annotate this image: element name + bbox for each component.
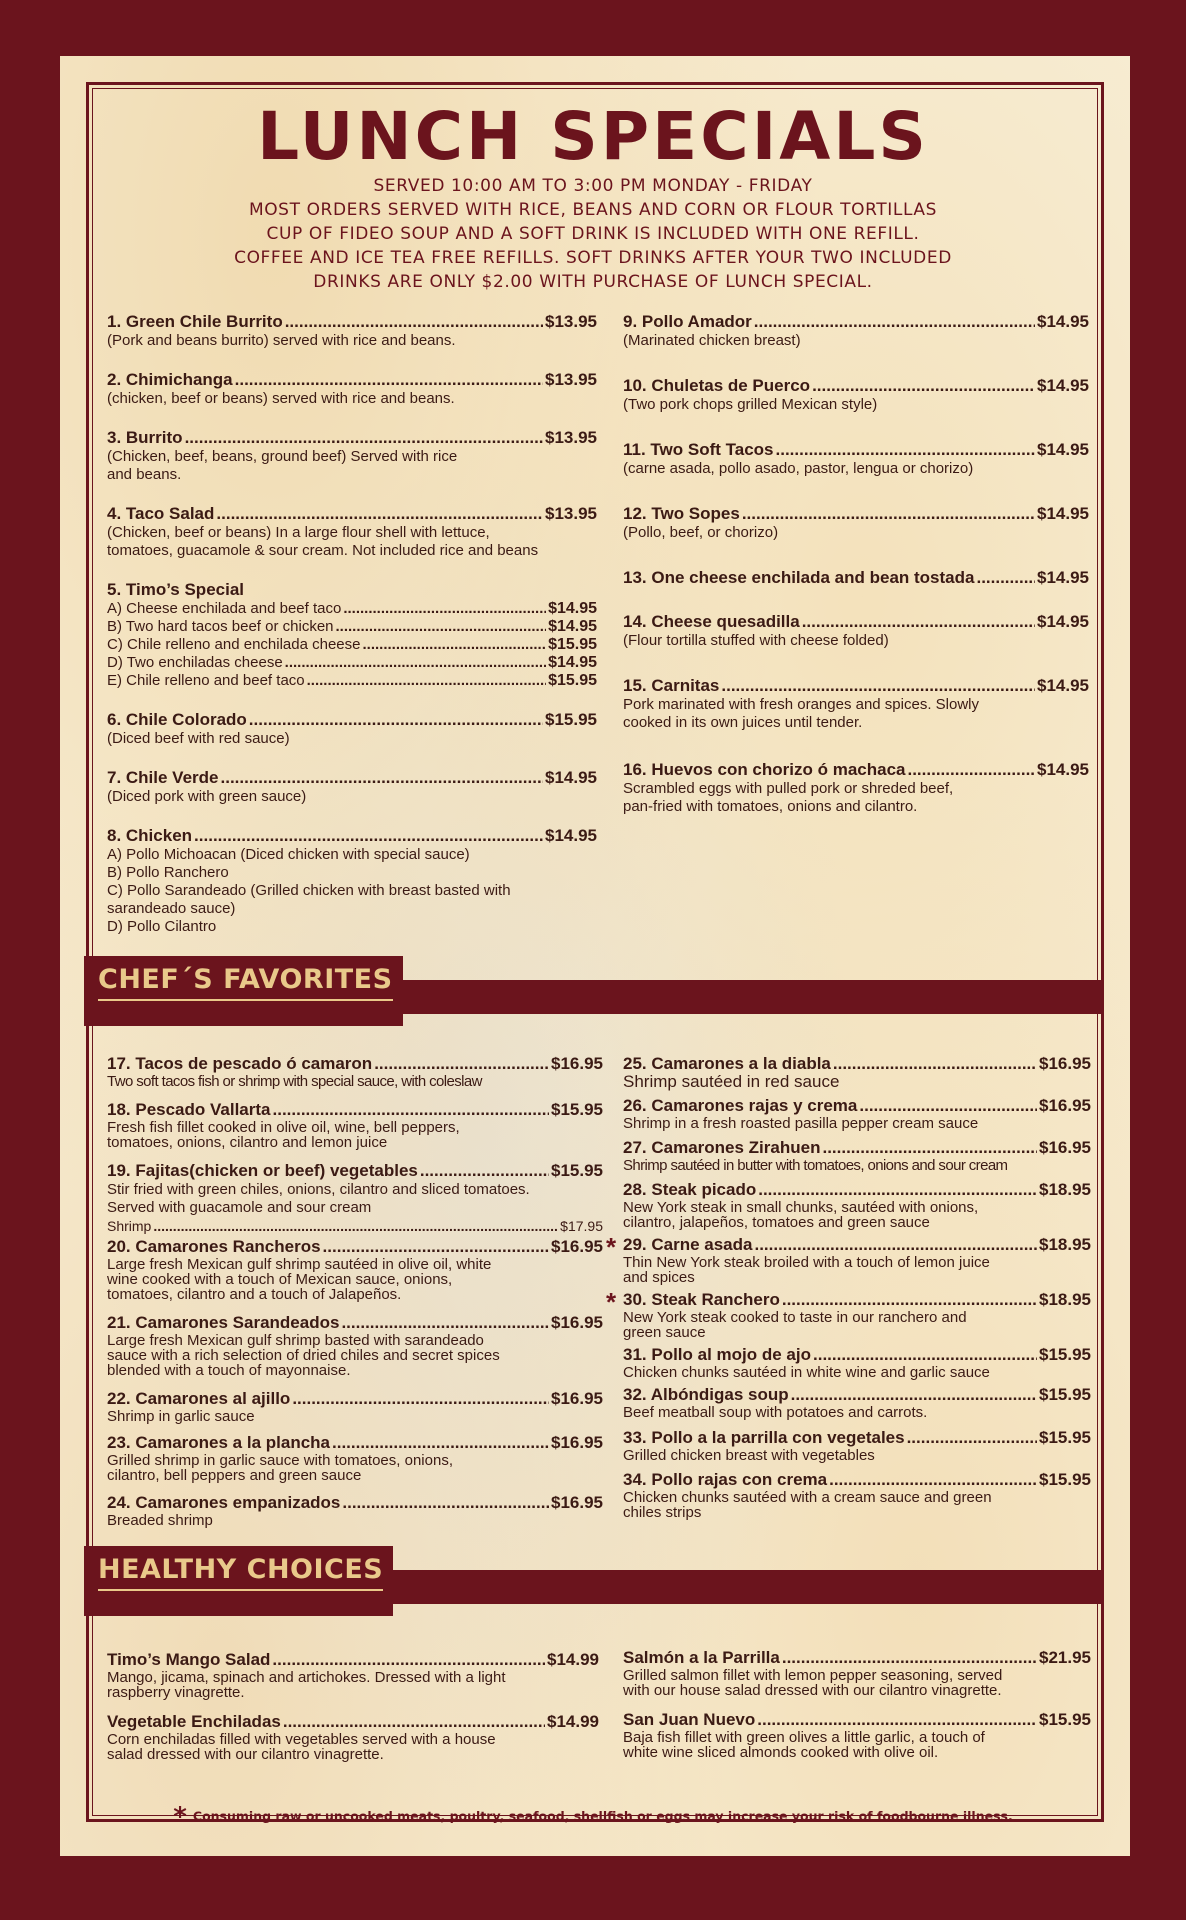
item-name: 30. Steak Ranchero [623, 1290, 780, 1309]
menu-item [107, 1650, 599, 1712]
item-description: (Diced beef with red sauce) [107, 730, 290, 747]
item-description: Chicken chunks sautéed in white wine and garlic sauce [623, 1364, 990, 1381]
menu-item [623, 1648, 1091, 1710]
menu-item [623, 1054, 1091, 1096]
option-price: $14.95 [548, 654, 597, 671]
item-description: with our house salad dressed with our cilantro vinagrette. [623, 1682, 1002, 1699]
item-price: $15.95 [1039, 1710, 1091, 1729]
item-description: A) Pollo Michoacan (Diced chicken with special sauce) [107, 846, 470, 863]
item-description: Two soft tacos fish or shrimp with special sauce, with coleslaw [107, 1073, 482, 1090]
info-line: MOST ORDERS SERVED WITH RICE, BEANS AND CORN OR FLOUR TORTILLAS [248, 200, 938, 220]
item-name: 22. Camarones al ajillo [107, 1389, 291, 1408]
menu-item [107, 1237, 603, 1313]
menu-item [107, 1389, 603, 1433]
item-price: $14.95 [1037, 504, 1089, 523]
menu-item [623, 760, 1089, 816]
item-description: Shrimp sautéed in butter with tomatoes, onions and sour cream [623, 1157, 1008, 1174]
item-price: $14.95 [1037, 612, 1089, 631]
item-name: 7. Chile Verde [107, 768, 219, 787]
item-price: $14.95 [1037, 760, 1089, 779]
item-description: Large fresh Mexican gulf shrimp sautéed in olive oil, white [107, 1256, 492, 1273]
item-price: $14.95 [1037, 568, 1089, 587]
menu-item [623, 568, 1089, 612]
item-name: 12. Two Sopes [623, 504, 740, 523]
item-price: $16.95 [1039, 1054, 1091, 1073]
item-description: Stir fried with green chiles, onions, cilantro and sliced tomatoes. [107, 1181, 530, 1198]
item-name: 31. Pollo al mojo de ajo [623, 1345, 811, 1364]
item-price: $15.95 [551, 1161, 603, 1180]
item-name: 18. Pescado Vallarta [107, 1100, 271, 1119]
menu-item [107, 504, 597, 560]
item-price: $14.95 [545, 826, 597, 845]
info-line: DRINKS ARE ONLY $2.00 WITH PURCHASE OF LUNCH SPECIAL. [313, 272, 873, 292]
section-underline [98, 1589, 383, 1591]
item-name: 11. Two Soft Tacos [623, 440, 774, 459]
item-price: $13.95 [545, 504, 597, 523]
section-title: CHEF´S FAVORITES [98, 964, 393, 995]
item-description: (Two pork chops grilled Mexican style) [623, 396, 878, 413]
item-price: $21.95 [1039, 1648, 1091, 1667]
option-price: $15.95 [548, 636, 597, 653]
item-name: 24. Camarones empanizados [107, 1493, 341, 1512]
item-description: Grilled shrimp in garlic sauce with tomatoes, onions, [107, 1452, 453, 1469]
option-label: E) Chile relleno and beef taco [107, 672, 305, 689]
item-price: $14.95 [1037, 676, 1089, 695]
item-name: 29. Carne asada [623, 1235, 753, 1254]
warning-text: Consuming raw or uncooked meats, poultry, seafood, shellfish or eggs may increase your risk of foodbourne illness. [192, 1808, 1013, 1824]
item-description: (Marinated chicken breast) [623, 332, 801, 349]
item-description: (Pork and beans burrito) served with rice and beans. [107, 332, 456, 349]
menu-item [623, 1138, 1091, 1180]
item-price: $16.95 [551, 1054, 603, 1073]
option-label: Shrimp [107, 1218, 152, 1234]
item-name: 16. Huevos con chorizo ó machaca [623, 760, 906, 779]
item-price: $14.95 [1037, 440, 1089, 459]
item-description: wine cooked with a touch of Mexican sauce, onions, [107, 1271, 453, 1288]
item-price: $13.95 [545, 428, 597, 447]
item-price: $16.95 [1039, 1138, 1091, 1157]
menu-item [107, 1433, 603, 1493]
item-description: Thin New York steak broiled with a touch of lemon juice [623, 1254, 990, 1271]
item-name: 23. Camarones a la plancha [107, 1433, 330, 1452]
item-description: (Flour tortilla stuffed with cheese folded) [623, 632, 889, 649]
item-description: cilantro, bell peppers and green sauce [107, 1467, 362, 1484]
section-title: HEALTHY CHOICES [98, 1554, 384, 1585]
lunch-right-column [623, 312, 1089, 816]
item-description: Mango, jicama, spinach and artichokes. Dressed with a light [107, 1669, 506, 1686]
item-description: Large fresh Mexican gulf shrimp basted with sarandeado [107, 1332, 484, 1349]
menu-item [623, 1180, 1091, 1235]
menu-item [623, 1345, 1091, 1385]
item-price: $14.99 [547, 1650, 599, 1669]
option-label: A) Cheese enchilada and beef taco [107, 600, 342, 617]
section-heading-healthy [84, 1546, 393, 1616]
item-price: $16.95 [551, 1389, 603, 1408]
item-description: Grilled salmon fillet with lemon pepper seasoning, served [623, 1667, 1003, 1684]
menu-item [623, 1470, 1091, 1520]
leader-dots [235, 370, 543, 390]
item-description: (Diced pork with green sauce) [107, 788, 307, 805]
item-name: 8. Chicken [107, 826, 193, 845]
item-description: tomatoes, cilantro and a touch of Jalapeños. [107, 1286, 402, 1303]
item-name: 6. Chile Colorado [107, 710, 247, 729]
option-label: C) Chile relleno and enchilada cheese [107, 636, 361, 653]
info-line: CUP OF FIDEO SOUP AND A SOFT DRINK IS INCLUDED WITH ONE REFILL. [266, 224, 920, 244]
item-name: 15. Carnitas [623, 676, 720, 695]
menu-item [623, 504, 1089, 568]
menu-item [623, 1385, 1091, 1428]
lunch-info [0, 174, 1186, 294]
item-name: Timo’s Mango Salad [107, 1650, 271, 1669]
item-name: 25. Camarones a la diabla [623, 1054, 831, 1073]
option-price: $17.95 [560, 1218, 603, 1234]
menu-item [107, 1493, 603, 1528]
menu-item [623, 312, 1089, 376]
item-name: 1. Green Chile Burrito [107, 312, 283, 331]
item-description: cilantro, jalapeños, tomatoes and green sauce [623, 1214, 930, 1231]
item-price: $18.95 [1039, 1180, 1091, 1199]
item-name: 20. Camarones Rancheros [107, 1237, 321, 1256]
item-name: 10. Chuletas de Puerco [623, 376, 811, 395]
item-name: 28. Steak picado [623, 1180, 757, 1199]
menu-item [107, 312, 597, 350]
menu-item [107, 428, 597, 484]
item-description: New York steak cooked to taste in our ranchero and [623, 1309, 967, 1326]
menu-item [623, 676, 1089, 760]
item-price: $15.95 [545, 710, 597, 729]
item-description: (chicken, beef or beans) served with rice and beans. [107, 390, 455, 407]
item-description: Shrimp sautéed in red sauce [623, 1072, 840, 1091]
raw-warning-star: * [606, 1287, 617, 1317]
item-name: 21. Camarones Sarandeados [107, 1313, 340, 1332]
item-name: 19. Fajitas(chicken or beef) vegetables [107, 1161, 418, 1180]
chefs-right-column [606, 1054, 1091, 1521]
leader-dots [185, 428, 543, 448]
menu-item [107, 370, 597, 408]
section-heading-chefs [84, 956, 403, 1026]
healthy-right-column [623, 1648, 1091, 1760]
item-name: 26. Camarones rajas y crema [623, 1096, 858, 1115]
item-description: Fresh fish fillet cooked in olive oil, wine, bell peppers, [107, 1119, 460, 1136]
item-price: $16.95 [551, 1237, 603, 1256]
item-price: $15.95 [1039, 1428, 1091, 1447]
item-price: $14.95 [1037, 376, 1089, 395]
item-description: blended with a touch of mayonnaise. [107, 1362, 351, 1379]
item-description: green sauce [623, 1324, 706, 1341]
menu-item [606, 1287, 1091, 1345]
item-name: 17. Tacos de pescado ó camaron [107, 1054, 373, 1073]
item-description: Baja fish fillet with green olives a little garlic, a touch of [623, 1729, 985, 1746]
lunch-left-column [107, 312, 597, 936]
item-description: D) Pollo Cilantro [107, 918, 217, 935]
leader-dots [216, 504, 543, 524]
menu-item [623, 1428, 1091, 1470]
item-description: raspberry vinagrette. [107, 1684, 245, 1701]
item-price: $14.95 [1037, 312, 1089, 331]
item-name: 34. Pollo rajas con crema [623, 1470, 828, 1489]
item-price: $16.95 [1039, 1096, 1091, 1115]
item-name: 13. One cheese enchilada and bean tostada [623, 568, 975, 587]
info-line: SERVED 10:00 AM TO 3:00 PM MONDAY - FRIDAY [373, 176, 813, 196]
option-price: $14.95 [548, 600, 597, 617]
chefs-left-column [107, 1054, 603, 1528]
item-description: Breaded shrimp [107, 1512, 213, 1529]
item-description: Shrimp in a fresh roasted pasilla pepper cream sauce [623, 1115, 979, 1132]
page-title: LUNCH SPECIALS [257, 98, 929, 175]
item-description: sauce with a rich selection of dried chiles and secret spices [107, 1347, 500, 1364]
health-warning [0, 1802, 1186, 1832]
item-description: tomatoes, guacamole & sour cream. Not included rice and beans [107, 542, 539, 559]
item-description: salad dressed with our cilantro vinagrette. [107, 1746, 384, 1763]
menu-item [107, 826, 597, 936]
item-price: $15.95 [1039, 1345, 1091, 1364]
warning-star: * [173, 1802, 187, 1832]
menu-item [623, 376, 1089, 440]
option-label: D) Two enchiladas cheese [107, 654, 283, 671]
item-price: $18.95 [1039, 1235, 1091, 1254]
item-name: 14. Cheese quesadilla [623, 612, 800, 631]
menu-item [107, 768, 597, 806]
item-description: Beef meatball soup with potatoes and carrots. [623, 1404, 928, 1421]
menu-item [623, 1096, 1091, 1138]
section-underline [98, 999, 393, 1001]
item-price: $14.95 [545, 768, 597, 787]
menu-item [107, 710, 597, 748]
option-price: $14.95 [548, 618, 597, 635]
item-description: Scrambled eggs with pulled pork or shreded beef, [623, 780, 954, 797]
item-description: C) Pollo Sarandeado (Grilled chicken with breast basted with [107, 882, 511, 899]
item-name: Vegetable Enchiladas [107, 1712, 281, 1731]
item-description: Served with guacamole and sour cream [107, 1199, 372, 1216]
menu-item [623, 612, 1089, 676]
menu-item [107, 1712, 599, 1762]
item-description: New York steak in small chunks, sautéed with onions, [623, 1199, 979, 1216]
item-description: (Chicken, beef, beans, ground beef) Served with rice [107, 448, 458, 465]
item-description: Chicken chunks sautéed with a cream sauce and green [623, 1489, 992, 1506]
item-price: $16.95 [551, 1313, 603, 1332]
item-description: Corn enchiladas filled with vegetables served with a house [107, 1731, 496, 1748]
item-name: 9. Pollo Amador [623, 312, 752, 331]
raw-warning-star: * [606, 1232, 617, 1262]
item-price: $15.95 [1039, 1385, 1091, 1404]
menu-item [107, 1313, 603, 1389]
item-description: and spices [623, 1269, 695, 1286]
item-price: $13.95 [545, 370, 597, 389]
item-description: sarandeado sauce) [107, 900, 236, 917]
item-name: 3. Burrito [107, 428, 183, 447]
menu-item [107, 1100, 603, 1161]
item-price: $16.95 [551, 1433, 603, 1452]
item-name: Salmón a la Parrilla [623, 1648, 780, 1667]
item-price: $13.95 [545, 312, 597, 331]
item-description: white wine sliced almonds cooked with olive oil. [623, 1744, 939, 1761]
item-price: $16.95 [551, 1493, 603, 1512]
item-description: cooked in its own juices until tender. [623, 714, 863, 731]
item-name: 2. Chimichanga [107, 370, 233, 389]
item-description: tomatoes, onions, cilantro and lemon juice [107, 1134, 388, 1151]
menu-item [107, 1054, 603, 1100]
info-line: COFFEE AND ICE TEA FREE REFILLS. SOFT DRINKS AFTER YOUR TWO INCLUDED [234, 248, 952, 268]
option-price: $15.95 [548, 672, 597, 689]
item-name: 4. Taco Salad [107, 504, 215, 523]
item-name: 27. Camarones Zirahuen [623, 1138, 821, 1157]
item-price: $15.95 [1039, 1470, 1091, 1489]
item-price: $14.99 [547, 1712, 599, 1731]
item-name: 33. Pollo a la parrilla con vegetales [623, 1428, 905, 1447]
item-description: chiles strips [623, 1504, 702, 1521]
menu-item [107, 580, 597, 690]
item-name: San Juan Nuevo [623, 1710, 756, 1729]
menu-item [623, 440, 1089, 504]
item-description: and beans. [107, 466, 182, 483]
item-description: pan-fried with tomatoes, onions and cilantro. [623, 798, 918, 815]
item-description: (Chicken, beef or beans) In a large flour shell with lettuce, [107, 524, 490, 541]
menu-item [623, 1710, 1091, 1760]
menu-item [606, 1232, 1091, 1290]
menu-item [107, 1161, 603, 1237]
item-description: (carne asada, pollo asado, pastor, lengua or chorizo) [623, 460, 974, 477]
item-name: 5. Timo’s Special [107, 580, 245, 599]
healthy-left-column [107, 1650, 599, 1762]
option-label: B) Two hard tacos beef or chicken [107, 618, 334, 635]
item-description: Pork marinated with fresh oranges and spices. Slowly [623, 696, 980, 713]
item-price: $15.95 [551, 1100, 603, 1119]
item-description: B) Pollo Ranchero [107, 864, 229, 881]
item-description: (Pollo, beef, or chorizo) [623, 524, 779, 541]
item-description: Grilled chicken breast with vegetables [623, 1447, 875, 1464]
item-description: Shrimp in garlic sauce [107, 1408, 255, 1425]
item-price: $18.95 [1039, 1290, 1091, 1309]
item-name: 32. Albóndigas soup [623, 1385, 789, 1404]
leader-dots [285, 312, 543, 332]
